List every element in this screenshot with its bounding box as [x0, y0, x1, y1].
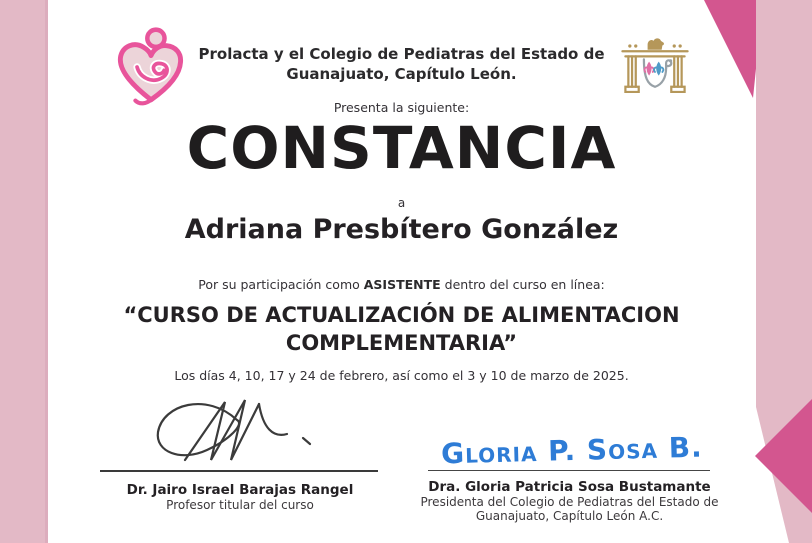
right-signature-line: [428, 470, 710, 471]
svg-text:Gloria P. Sosa B.: Gloria P. Sosa B.: [440, 430, 704, 470]
bottom-right-diamond: [755, 387, 812, 525]
left-signature-scribble: [145, 390, 370, 468]
presents-label: Presenta la siguiente:: [333, 100, 470, 115]
participation-role: ASISTENTE: [363, 277, 441, 292]
right-signer-role-line2: Guanajuato, Capítulo León A.C.: [475, 509, 664, 523]
right-signer-role-line1: Presidenta del Colegio de Pediatras del Estado de: [420, 495, 719, 509]
left-signature-line: [100, 470, 378, 472]
participation-line: [48, 277, 755, 292]
left-signer-role: Profesor titular del curso: [166, 498, 314, 512]
right-signer-name: Dra. Gloria Patricia Sosa Bustamante: [428, 479, 711, 495]
course-dates: Los días 4, 10, 17 y 24 de febrero, así como el 3 y 10 de marzo de 2025.: [174, 368, 629, 383]
organization-name: [48, 44, 755, 84]
organization-name-line1: Prolacta y el Colegio de Pediatras del Estado de: [198, 45, 605, 63]
recipient-name: Adriana Presbítero González: [184, 214, 619, 245]
participation-prefix: Por su participación como: [198, 277, 364, 292]
course-title-line2: COMPLEMENTARIA”: [285, 331, 518, 355]
course-title-line1: “CURSO DE ACTUALIZACIÓN DE ALIMENTACION: [123, 303, 680, 327]
organization-name-line2: Guanajuato, Capítulo León.: [286, 65, 517, 83]
participation-suffix: dentro del curso en línea:: [440, 277, 605, 292]
to-label: a: [397, 196, 406, 210]
left-signer-name: Dr. Jairo Israel Barajas Rangel: [126, 482, 354, 498]
certificate-title: CONSTANCIA: [186, 114, 617, 182]
right-pink-band: [756, 0, 812, 543]
left-pink-band: [0, 0, 48, 543]
right-signature-handwriting: [432, 424, 712, 470]
